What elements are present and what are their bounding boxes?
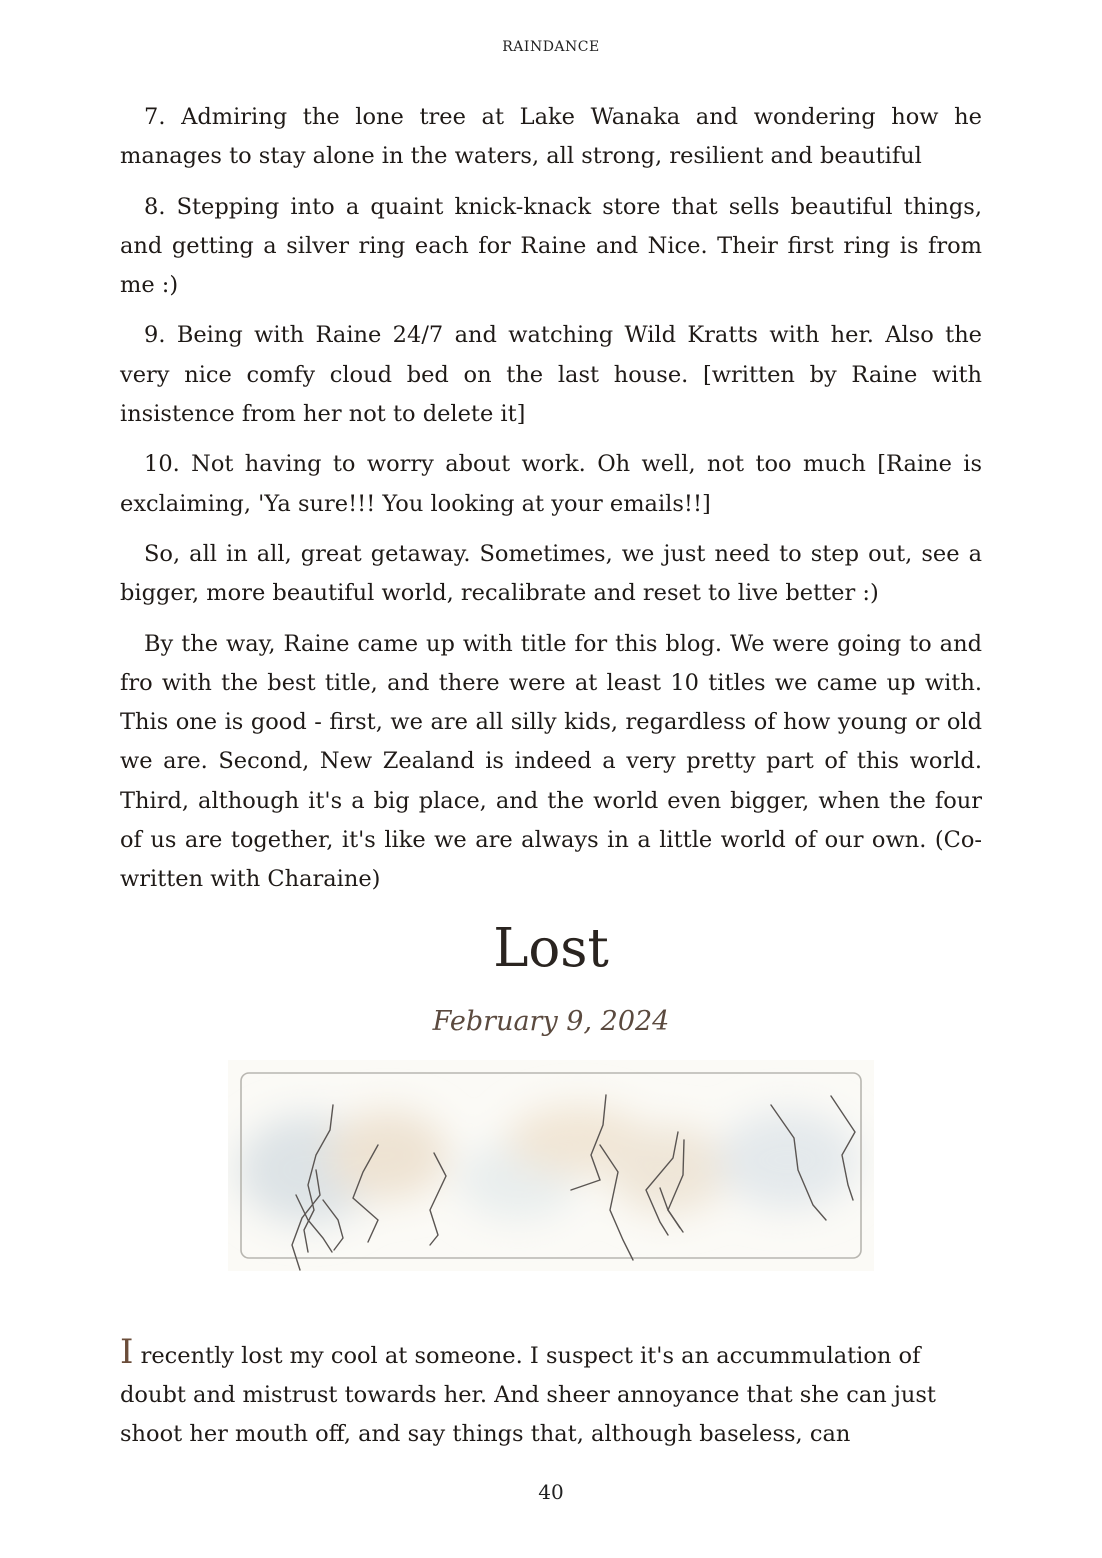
chapter-title: Lost: [493, 917, 609, 979]
paragraph-item-9: 9. Being with Raine 24/7 and watching Wild Kratts with her. Also the very nice comfy cloud bed on the last house. [written by Raine with insistence from her not to delete it]: [120, 322, 982, 428]
paragraph-title-note: By the way, Raine came up with title for this blog. We were going to and fro with the best title, and there were at least 10 titles we came up with. This one is good - first, we are all silly kids, regardless of how young or old we are. Second, New Zealand is indeed a very pretty part of this world. Third, although it's a big place, and the world even bigger, when the four of us are together, it's like we are always in a little world of our own. (Co-written with Charaine): [120, 630, 982, 893]
page-content: [120, 98, 982, 1455]
page-number: 40: [538, 1480, 564, 1504]
chapter-date: February 9, 2024: [432, 1005, 670, 1037]
rain-illustration: [228, 1060, 874, 1271]
paragraph-item-7: 7. Admiring the lone tree at Lake Wanaka and wondering how he manages to stay alone in the waters, all strong, resilient and beautiful: [120, 104, 982, 170]
paragraph-summary: So, all in all, great getaway. Sometimes, we just need to step out, see a bigger, more beautiful world, recalibrate and reset to live better :): [120, 540, 982, 607]
chapter-opening-text: recently lost my cool at someone. I suspect it's an accummulation of doubt and mistrust towards her. And sheer annoyance that she can just shoot her mouth off, and say things that, although baseless, can: [120, 1342, 936, 1448]
drop-cap: I: [120, 1331, 134, 1372]
paragraph-item-10: 10. Not having to worry about work. Oh well, not too much [Raine is exclaiming, 'Ya sure!!! You looking at your emails!!]: [120, 451, 982, 517]
running-head: RAINDANCE: [502, 39, 600, 55]
paragraph-item-8: 8. Stepping into a quaint knick-knack store that sells beautiful things, and getting a silver ring each for Raine and Nice. Their first ring is from me :): [120, 193, 982, 299]
chapter-opening-paragraph: [120, 1331, 982, 1455]
